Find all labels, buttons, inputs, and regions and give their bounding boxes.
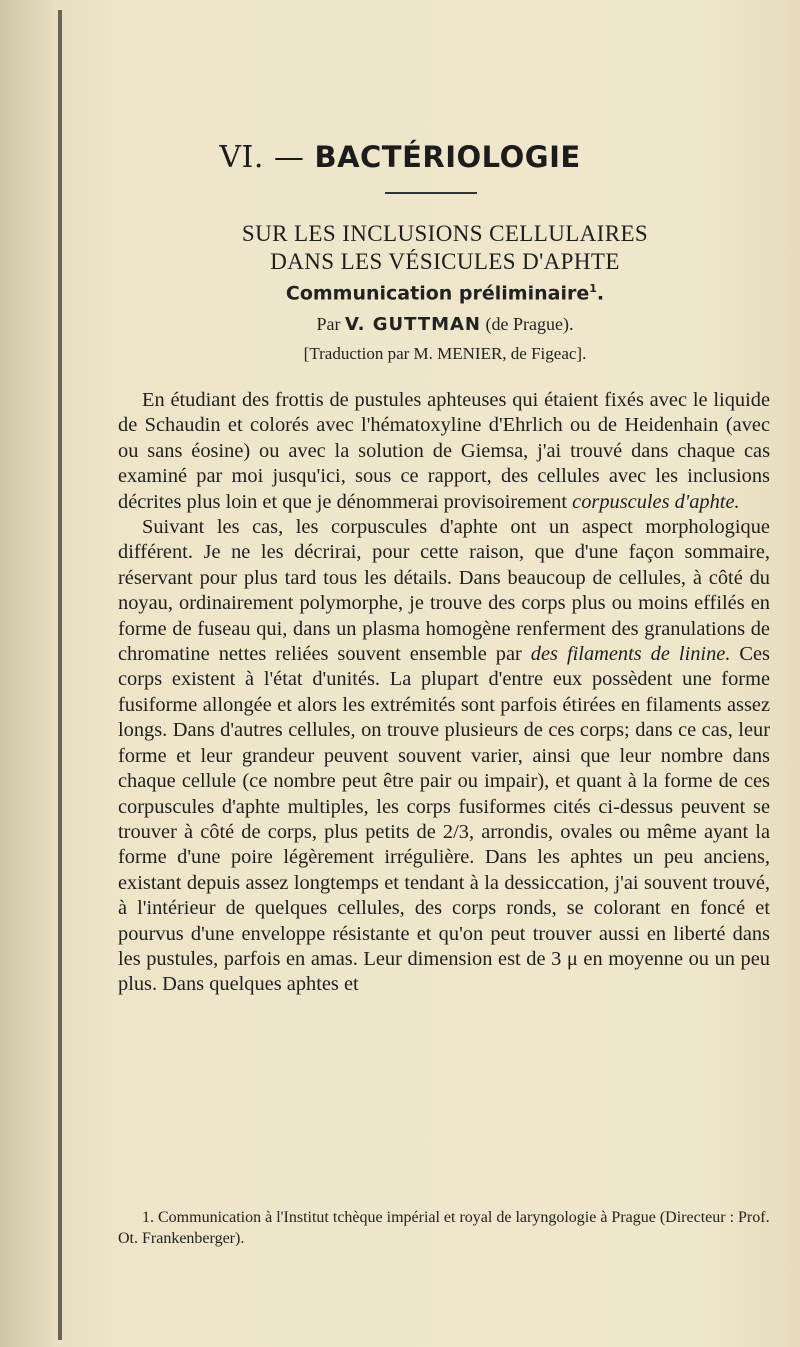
section-title: BACTÉRIOLOGIE [314,140,581,174]
footnote-text: Communication à l'Institut tchèque impérial et royal de laryngologie à Prague (Directeur : Prof. Ot. Frankenberger). [118,1209,770,1247]
footnote [118,1207,770,1249]
binding-shadow [0,0,56,1347]
title-rule [385,192,477,194]
paragraph-2: Suivant les cas, les corpuscules d'aphte ont un aspect morphologique différent. Je ne les décrirai, pour cette raison, que d'une façon sommaire, réservant pour plus tard tous les détails. Dans beaucoup de cellules, à côté du noyau, ordinairement polymorphe, je trouve des corps plus ou moins effilés en forme de fuseau qui, dans un plasma homogène renferment des granulations de chromatine nettes reliées souvent ensemble par des filaments de linine. Ces corps existent à l'état d'unités. La plupart d'entre eux possèdent une forme fusiforme allongée et alors les extrémités sont parfois étirées en filaments assez longs. Dans d'autres cellules, on trouve plusieurs de ces corps; dans ce cas, leur forme et leur grandeur peuvent souvent varier, ainsi que leur nombre dans chaque cellule (ce nombre peut être pair ou impair), et quant à la forme de ces corpuscules d'aphte multiples, les corps fusiformes cités ci-dessus peuvent se trouver à côté de corps, plus petits de 2/3, arrondis, ovales ou même ayant la forme d'une poire légèrement irrégulière. Dans les aphtes un peu anciens, existant depuis assez longtemps et tendant à la dessiccation, j'ai souvent trouvé, à l'intérieur de quelques cellules, des corps ronds, se colorant en foncé et pourvus d'une enveloppe résistante et qu'on peut trouver aussi en liberté dans les pustules, parfois en amas. Leur dimension est de 3 μ en moyenne ou un peu plus. Dans quelques aphtes et [118,516,770,996]
footnote-number: 1. [142,1209,154,1226]
footnote-ref: 1 [589,282,597,295]
author-name: V. GUTTMAN [345,314,481,335]
section-heading [0,140,800,175]
section-dash: — [273,140,305,175]
binding-edge [58,10,62,1340]
author-affiliation: (de Prague). [485,314,574,334]
article-title-line1: SUR LES INCLUSIONS CELLULAIRES [241,221,649,246]
byline [0,314,800,335]
byline-par: Par [316,314,341,334]
paragraph-1: En étudiant des frottis de pustules aphteuses qui étaient fixés avec le liquide de Schaudin et colorés avec l'hématoxyline d'Ehrlich ou de Heidenhain (avec ou sans éosine) ou avec la solution de Giemsa, j'ai trouvé dans chaque cas examiné par moi jusqu'ici, sous ce rapport, des cellules avec les inclusions décrites plus loin et que je dénommerai provisoirement corpuscules d'aphte. [118,389,770,513]
translation-credit: [Traduction par M. MENIER, de Figeac]. [303,344,587,363]
article-title-line2: DANS LES VÉSICULES D'APHTE [270,249,620,274]
article-body [118,388,770,998]
article-title [0,220,800,276]
communication-label: Communication préliminaire$^1$. [285,282,605,305]
section-number: VI. [219,140,264,175]
